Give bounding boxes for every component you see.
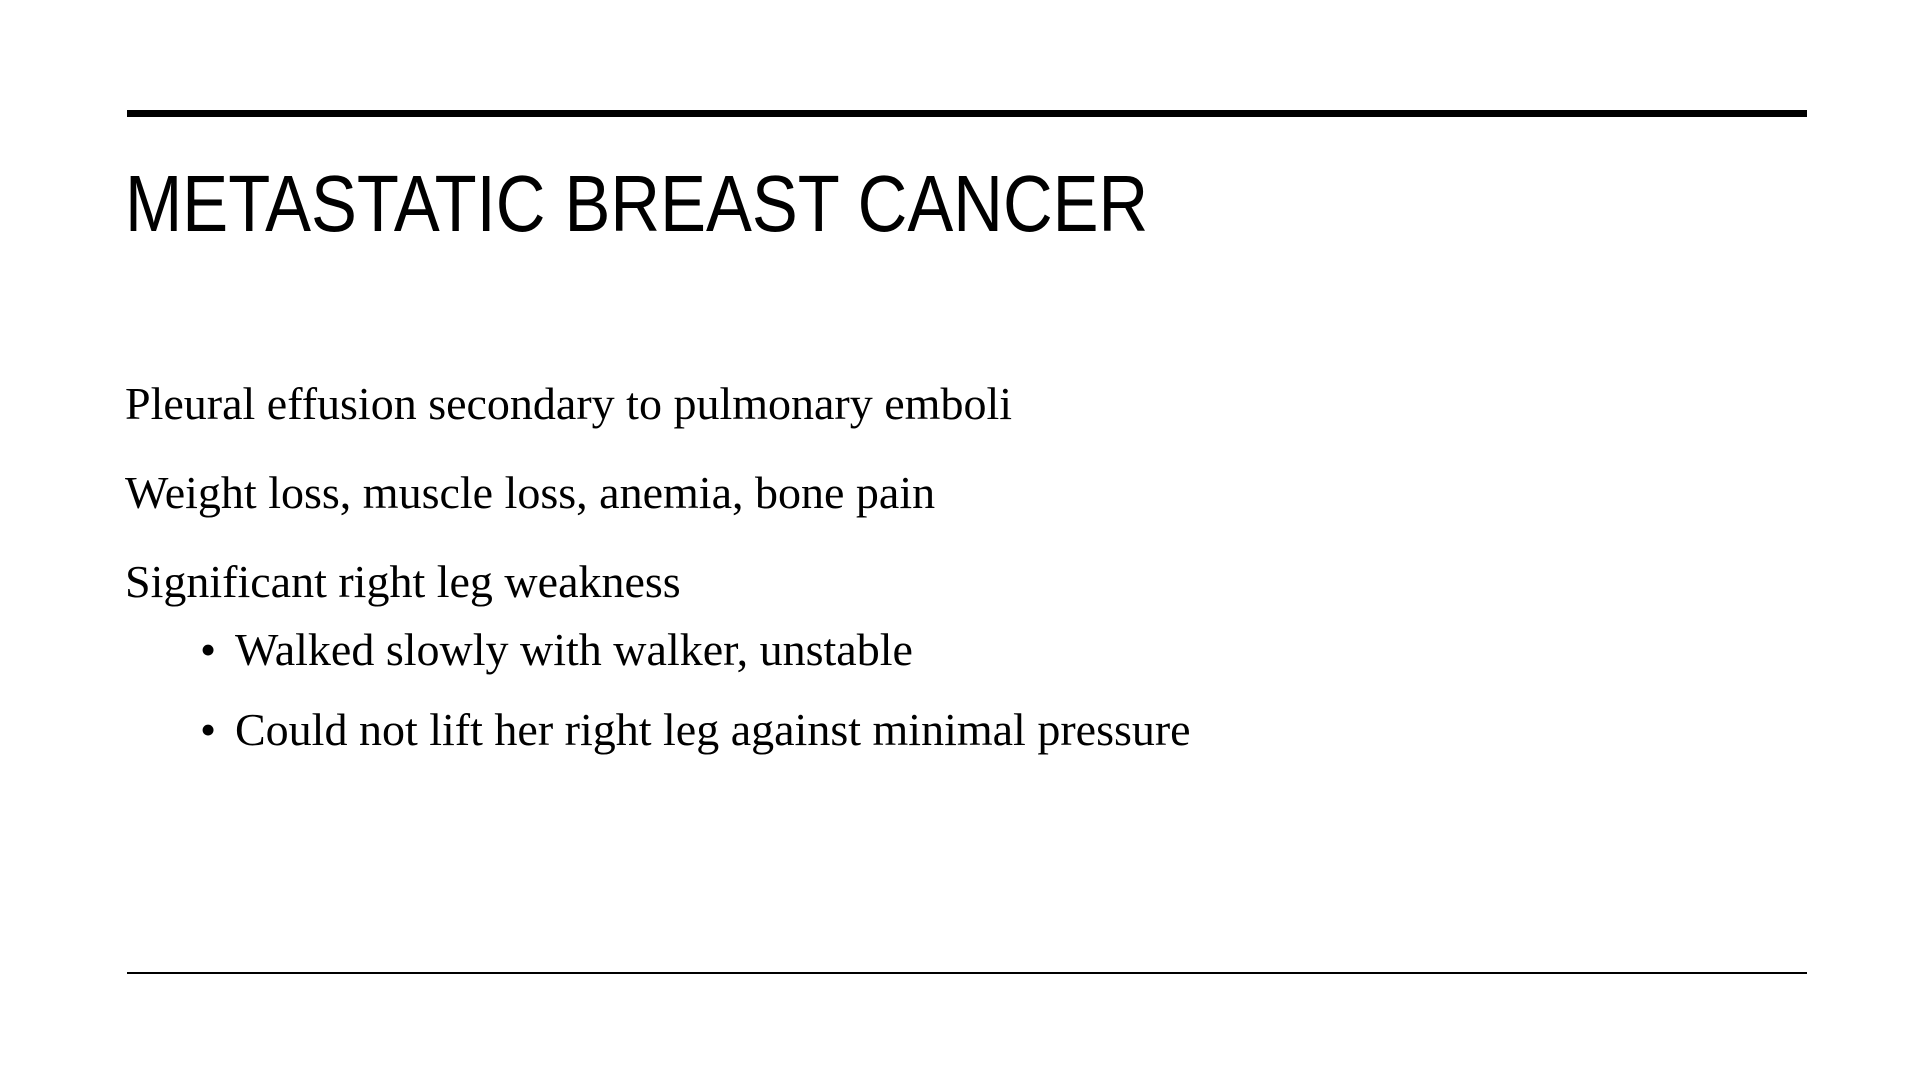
bullet-item: Significant right leg weakness [125, 556, 681, 607]
sub-bullet-item [200, 702, 1191, 758]
footer-rule [127, 972, 1807, 974]
slide-body [125, 376, 1191, 782]
bullet-item: Pleural effusion secondary to pulmonary emboli [125, 378, 1013, 429]
sub-bullet-text: Could not lift her right leg against minimal pressure [235, 704, 1191, 755]
bullet-dot-icon: • [200, 624, 217, 675]
bullet-item: Weight loss, muscle loss, anemia, bone pain [125, 467, 936, 518]
sub-bullet-text: Walked slowly with walker, unstable [235, 624, 913, 675]
slide-title: METASTATIC BREAST CANCER [125, 159, 1149, 248]
bullet-dot-icon: • [200, 704, 217, 755]
title-top-rule [127, 110, 1807, 117]
sub-bullet-item [200, 622, 1191, 678]
